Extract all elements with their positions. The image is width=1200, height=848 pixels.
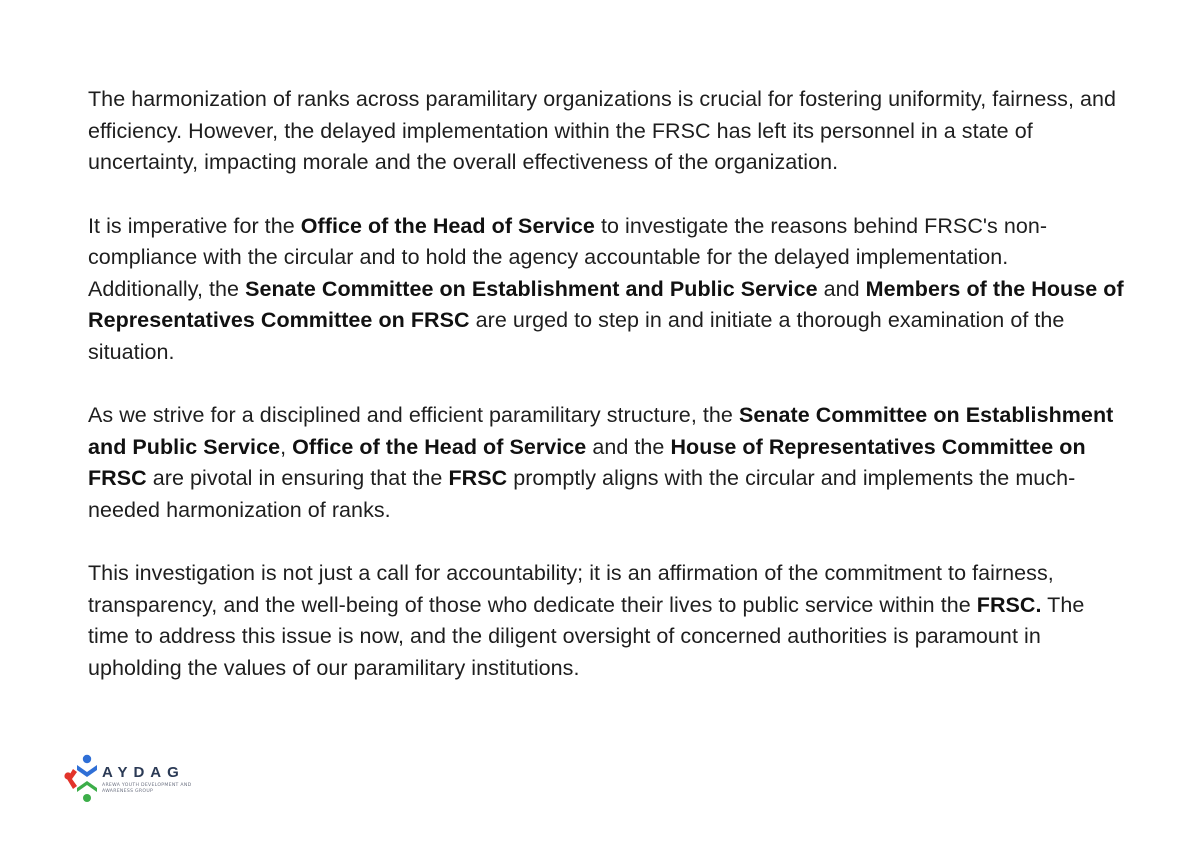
logo-blue-arms <box>77 765 97 777</box>
logo-title: AYDAG <box>102 764 185 781</box>
text-segment: are pivotal in ensuring that the <box>146 466 449 490</box>
text-segment: are urged to step in and initiate a thorough examination of the situation. <box>88 308 1065 364</box>
bold-text-segment: FRSC <box>448 466 508 490</box>
bold-text-segment: Office of the Head of Service <box>300 213 595 238</box>
logo-green-head <box>83 794 91 802</box>
logo-subtitle: AREWA YOUTH DEVELOPMENT AND AWARENESS GROUP <box>102 783 192 794</box>
paragraph-4 <box>88 558 1128 684</box>
text-segment: As we strive for a disciplined and efficient paramilitary structure, the <box>88 403 739 427</box>
text-segment: The time to address this issue is now, and the diligent oversight of concerned authorities is paramount in upholding the values of our paramilitary institutions. <box>88 592 1085 680</box>
bold-text-segment: Office of the Head of Service <box>292 434 587 459</box>
bold-text-segment: Members of the House of Representatives Committee on FRSC <box>88 276 1124 332</box>
paragraph-1 <box>88 84 1128 179</box>
text-segment: to investigate the reasons behind FRSC's non-compliance with the circular and to hold the agency accountable for the delayed implementation. Additionally, the <box>88 213 1048 301</box>
document-body <box>88 84 1128 716</box>
text-segment: and the <box>586 434 671 459</box>
bold-text-segment: FRSC. <box>976 592 1042 617</box>
text-segment: promptly aligns with the circular and implements the much-needed harmonization of ranks. <box>88 466 1076 522</box>
aydag-logo-mark-icon <box>60 752 108 804</box>
text-segment: , <box>280 434 293 459</box>
text-segment: The harmonization of ranks across paramilitary organizations is crucial for fostering uniformity, fairness, and efficiency. However, the delayed implementation within the FRSC has left its personnel in a state of uncertainty, impacting morale and the overall effectiveness of the organization. <box>88 87 1117 174</box>
aydag-logo <box>60 752 200 804</box>
text-segment: This investigation is not just a call for accountability; it is an affirmation of the commitment to fairness, transparency, and the well-being of those who dedicate their lives to public service within the <box>88 561 1054 617</box>
logo-blue-head <box>83 755 91 763</box>
bold-text-segment: Senate Committee on Establishment and Public Service <box>245 276 818 301</box>
logo-green-arms <box>77 781 97 792</box>
bold-text-segment: House of Representatives Committee on FRSC <box>88 434 1086 490</box>
bold-text-segment: Senate Committee on Establishment and Public Service <box>88 403 1114 459</box>
text-segment: and <box>817 276 866 301</box>
paragraph-2 <box>88 211 1128 369</box>
text-segment: It is imperative for the <box>88 213 301 238</box>
logo-red-arms <box>67 769 77 789</box>
paragraph-3 <box>88 400 1128 526</box>
